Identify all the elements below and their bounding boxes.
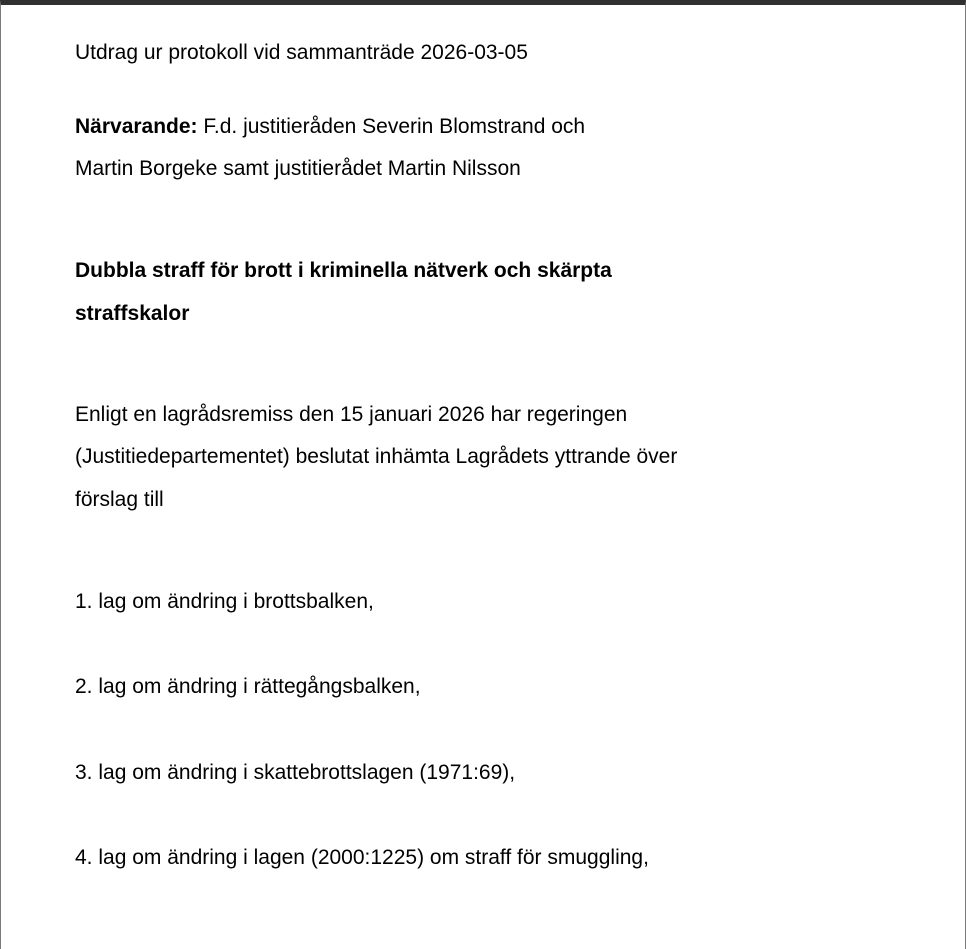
attendance-line-1 <box>75 116 585 137</box>
attendance-label: Närvarande: <box>75 115 198 138</box>
intro-line-2: (Justitiedepartementet) beslutat inhämta Lagrådets yttrande över <box>75 445 678 468</box>
attendance-line-2: Martin Borgeke samt justitierådet Martin Nilsson <box>75 157 521 180</box>
proposal-item-1: 1. lag om ändring i brottsbalken, <box>75 590 374 613</box>
proposal-item-3: 3. lag om ändring i skattebrottslagen (1971:69), <box>75 761 516 784</box>
intro-line-3: förslag till <box>75 488 164 511</box>
intro-line-1: Enligt en lagrådsremiss den 15 januari 2026 har regeringen <box>75 403 628 426</box>
proposal-item-4: 4. lag om ändring i lagen (2000:1225) om straff för smuggling, <box>75 846 649 869</box>
proposal-item-2: 2. lag om ändring i rättegångsbalken, <box>75 675 421 698</box>
document-heading-line-2: straffskalor <box>75 302 190 325</box>
document-heading-line-1: Dubbla straff för brott i kriminella nätverk och skärpta <box>75 259 612 282</box>
attendance-text-1: F.d. justitieråden Severin Blomstrand och <box>197 115 586 138</box>
protocol-header: Utdrag ur protokoll vid sammanträde 2026-03-05 <box>75 41 528 64</box>
